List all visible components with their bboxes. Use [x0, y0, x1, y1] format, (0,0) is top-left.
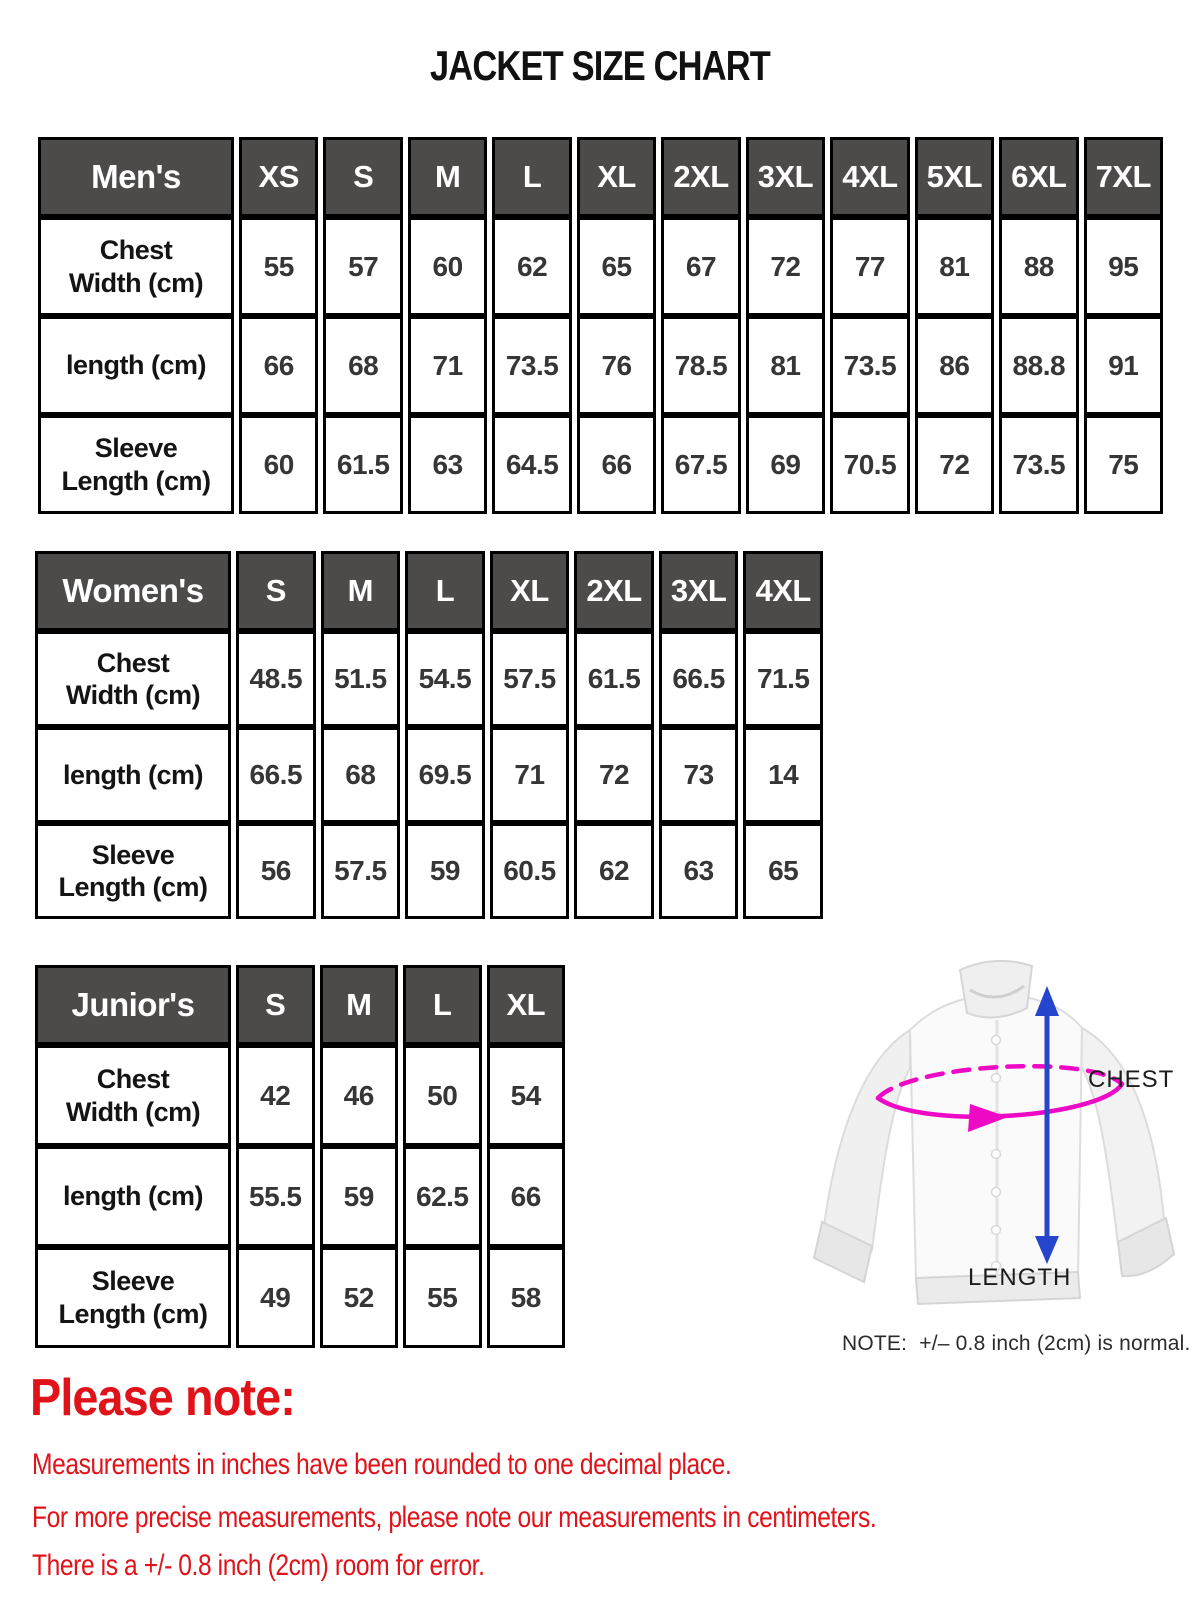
row-label: length (cm) [35, 1146, 231, 1247]
size-value-cell: 73.5 [830, 316, 909, 415]
size-column-header: L [492, 137, 571, 217]
size-value-cell: 86 [915, 316, 994, 415]
size-value-cell: 78.5 [661, 316, 740, 415]
size-column-header: XL [487, 965, 566, 1045]
size-value-cell: 67 [661, 217, 740, 316]
size-column-header: M [320, 965, 399, 1045]
size-value-cell: 46 [320, 1045, 399, 1146]
size-value-cell: 57.5 [490, 631, 570, 727]
mens-size-table [33, 137, 1168, 514]
size-value-cell: 63 [659, 823, 739, 919]
row-label: Sleeve Length (cm) [35, 823, 231, 919]
size-value-cell: 68 [321, 727, 401, 823]
size-column-header: XL [490, 551, 570, 631]
size-value-cell: 66 [577, 415, 656, 514]
table-group-header: Men's [38, 137, 234, 217]
juniors-size-table [30, 965, 570, 1348]
size-value-cell: 68 [323, 316, 402, 415]
size-value-cell: 95 [1084, 217, 1163, 316]
row-label: Chest Width (cm) [35, 1045, 231, 1146]
womens-size-table [30, 551, 828, 919]
size-value-cell: 60 [239, 415, 318, 514]
size-column-header: 2XL [574, 551, 654, 631]
size-value-cell: 73 [659, 727, 739, 823]
size-value-cell: 66.5 [236, 727, 316, 823]
row-label: length (cm) [38, 316, 234, 415]
chest-measure-label: CHEST [1088, 1066, 1175, 1093]
size-value-cell: 48.5 [236, 631, 316, 727]
size-value-cell: 67.5 [661, 415, 740, 514]
size-value-cell: 51.5 [321, 631, 401, 727]
size-column-header: 3XL [746, 137, 825, 217]
size-value-cell: 62 [574, 823, 654, 919]
size-column-header: 2XL [661, 137, 740, 217]
size-column-header: S [236, 965, 315, 1045]
row-label: Chest Width (cm) [35, 631, 231, 727]
size-value-cell: 73.5 [999, 415, 1078, 514]
size-column-header: XS [239, 137, 318, 217]
row-label: Sleeve Length (cm) [38, 415, 234, 514]
please-note-line-2: For more precise measurements, please note our measurements in centimeters. [32, 1501, 877, 1534]
size-value-cell: 75 [1084, 415, 1163, 514]
size-value-cell: 72 [915, 415, 994, 514]
size-column-header: S [323, 137, 402, 217]
size-value-cell: 52 [320, 1247, 399, 1348]
size-column-header: XL [577, 137, 656, 217]
size-column-header: 7XL [1084, 137, 1163, 217]
please-note-heading: Please note: [30, 1369, 295, 1427]
size-value-cell: 62 [492, 217, 571, 316]
jacket-measurement-figure [800, 948, 1198, 1378]
size-value-cell: 88 [999, 217, 1078, 316]
jacket-illustration [800, 948, 1198, 1378]
size-column-header: L [405, 551, 485, 631]
size-value-cell: 61.5 [574, 631, 654, 727]
please-note-line-1: Measurements in inches have been rounded to one decimal place. [32, 1448, 732, 1481]
size-value-cell: 66.5 [659, 631, 739, 727]
size-value-cell: 88.8 [999, 316, 1078, 415]
size-value-cell: 49 [236, 1247, 315, 1348]
size-value-cell: 71 [490, 727, 570, 823]
size-value-cell: 65 [743, 823, 823, 919]
size-value-cell: 60.5 [490, 823, 570, 919]
size-value-cell: 71.5 [743, 631, 823, 727]
size-value-cell: 69 [746, 415, 825, 514]
size-value-cell: 59 [320, 1146, 399, 1247]
size-value-cell: 55 [403, 1247, 482, 1348]
size-column-header: 4XL [830, 137, 909, 217]
jacket-left-sleeve [824, 1030, 910, 1250]
size-value-cell: 71 [408, 316, 487, 415]
size-value-cell: 66 [239, 316, 318, 415]
size-column-header: 5XL [915, 137, 994, 217]
size-value-cell: 64.5 [492, 415, 571, 514]
size-value-cell: 70.5 [830, 415, 909, 514]
tolerance-note: NOTE: +/– 0.8 inch (2cm) is normal. [842, 1332, 1191, 1355]
size-value-cell: 57.5 [321, 823, 401, 919]
size-value-cell: 66 [487, 1146, 566, 1247]
size-value-cell: 58 [487, 1247, 566, 1348]
size-column-header: S [236, 551, 316, 631]
row-label: length (cm) [35, 727, 231, 823]
size-value-cell: 69.5 [405, 727, 485, 823]
size-value-cell: 63 [408, 415, 487, 514]
size-value-cell: 62.5 [403, 1146, 482, 1247]
size-value-cell: 76 [577, 316, 656, 415]
size-value-cell: 56 [236, 823, 316, 919]
size-value-cell: 54.5 [405, 631, 485, 727]
size-value-cell: 57 [323, 217, 402, 316]
size-value-cell: 91 [1084, 316, 1163, 415]
size-value-cell: 77 [830, 217, 909, 316]
row-label: Chest Width (cm) [38, 217, 234, 316]
size-value-cell: 61.5 [323, 415, 402, 514]
table-group-header: Women's [35, 551, 231, 631]
jacket-right-sleeve [1080, 1028, 1164, 1244]
length-measure-label: LENGTH [968, 1264, 1072, 1291]
size-value-cell: 60 [408, 217, 487, 316]
page-title: JACKET SIZE CHART [429, 42, 771, 89]
size-column-header: 3XL [659, 551, 739, 631]
size-value-cell: 72 [746, 217, 825, 316]
size-value-cell: 50 [403, 1045, 482, 1146]
size-value-cell: 14 [743, 727, 823, 823]
size-column-header: L [403, 965, 482, 1045]
size-column-header: 6XL [999, 137, 1078, 217]
size-value-cell: 81 [915, 217, 994, 316]
size-column-header: 4XL [743, 551, 823, 631]
size-value-cell: 55 [239, 217, 318, 316]
size-value-cell: 42 [236, 1045, 315, 1146]
size-value-cell: 55.5 [236, 1146, 315, 1247]
table-group-header: Junior's [35, 965, 231, 1045]
size-value-cell: 54 [487, 1045, 566, 1146]
size-column-header: M [408, 137, 487, 217]
please-note-line-3: There is a +/- 0.8 inch (2cm) room for error. [32, 1549, 485, 1582]
size-value-cell: 81 [746, 316, 825, 415]
size-value-cell: 59 [405, 823, 485, 919]
row-label: Sleeve Length (cm) [35, 1247, 231, 1348]
size-value-cell: 72 [574, 727, 654, 823]
size-column-header: M [321, 551, 401, 631]
size-value-cell: 73.5 [492, 316, 571, 415]
size-value-cell: 65 [577, 217, 656, 316]
